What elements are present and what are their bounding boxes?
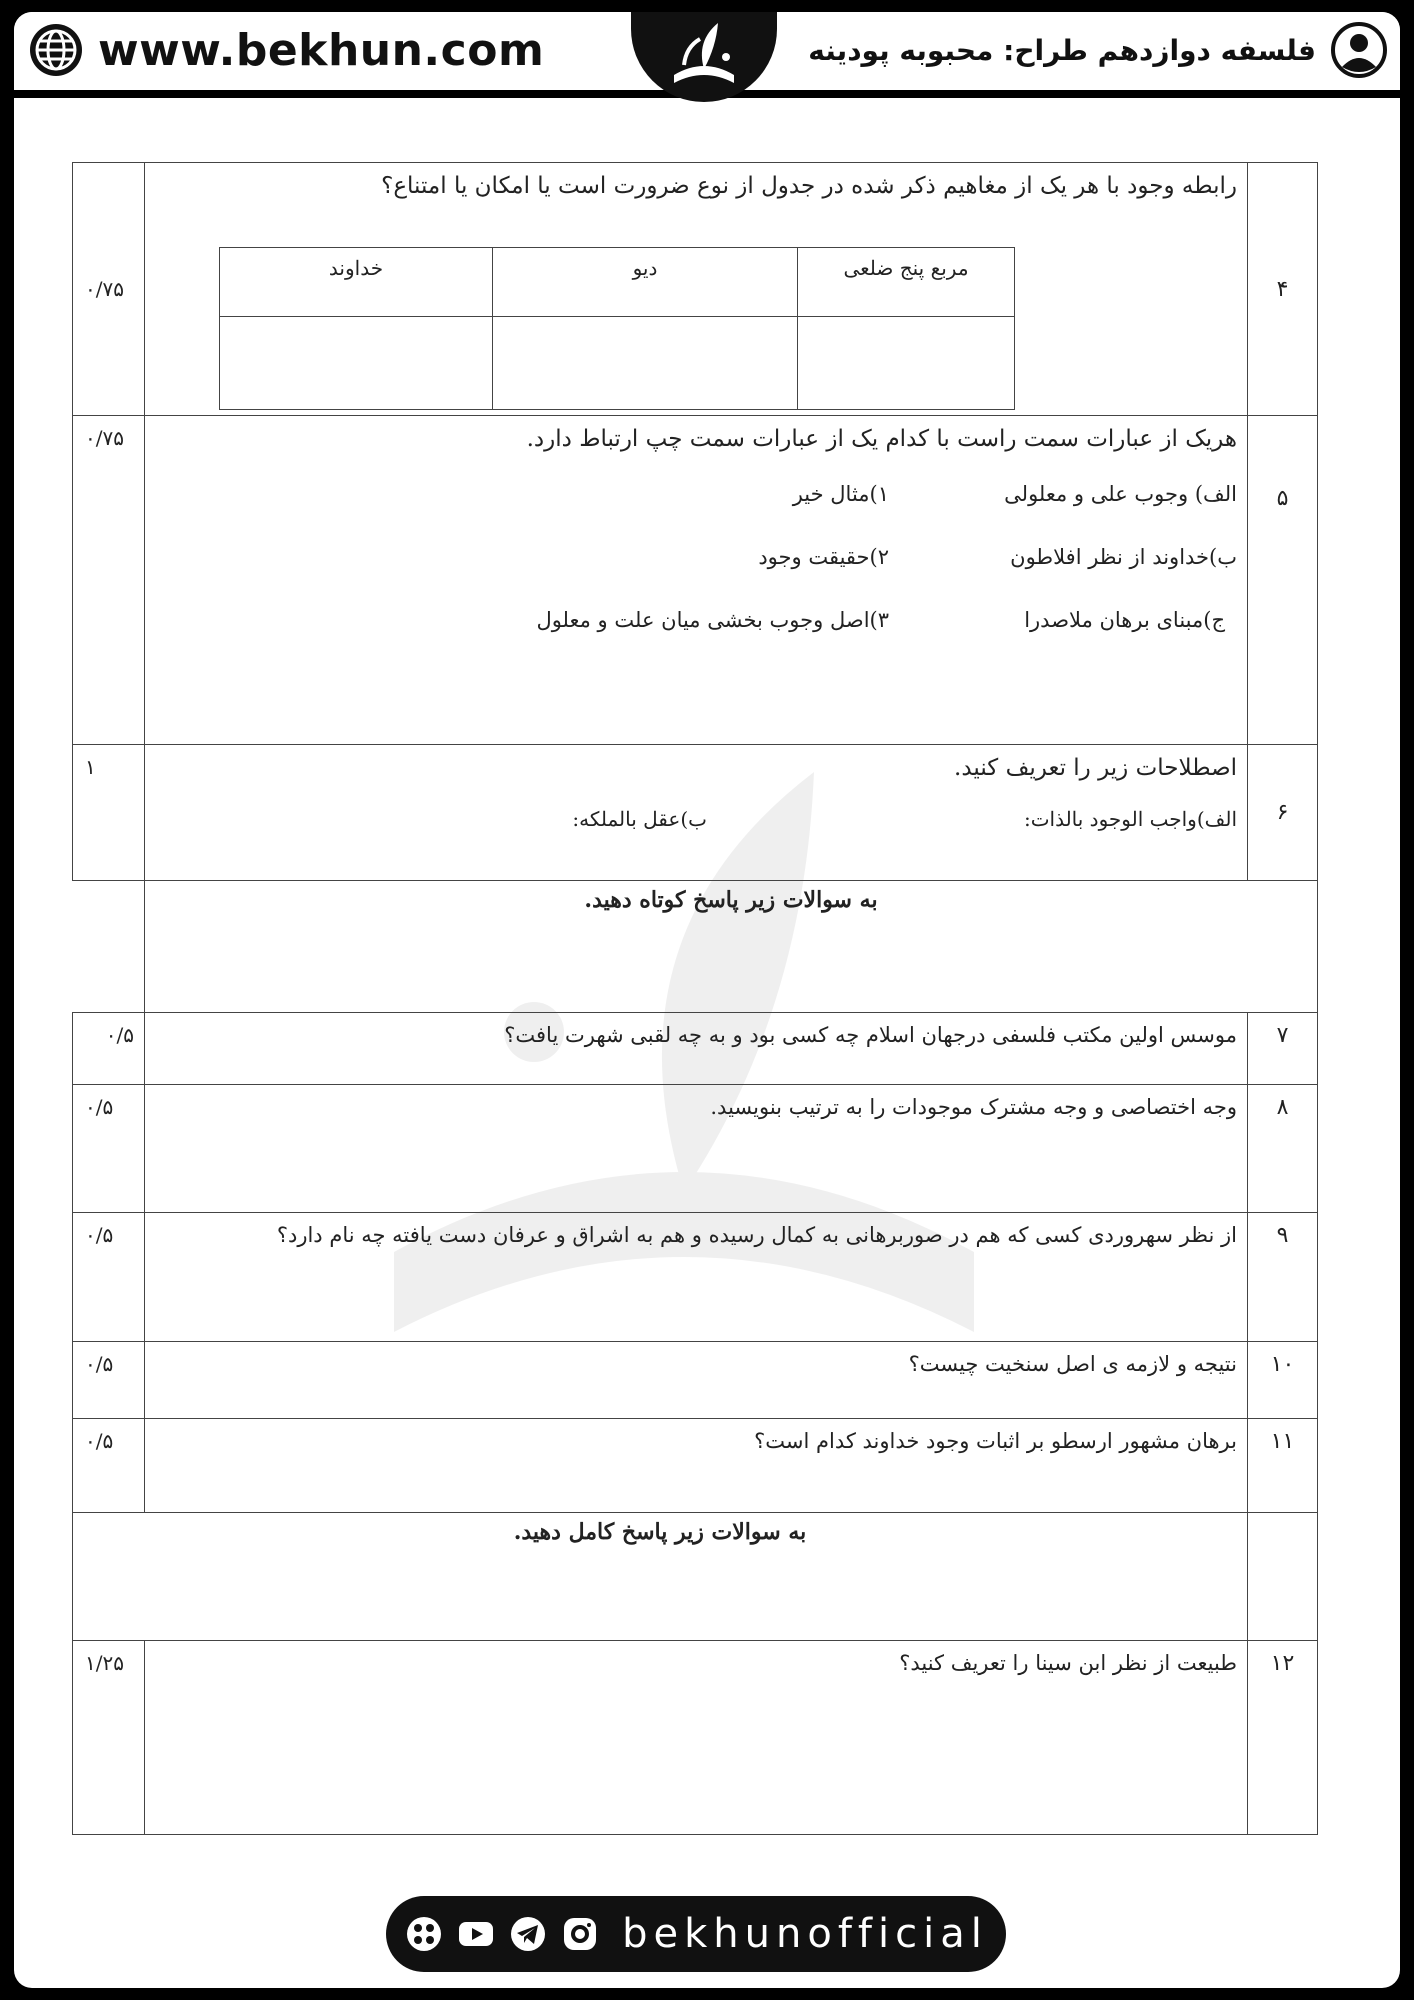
question-score: ۰/۵ (73, 1419, 145, 1513)
question-score: ۰/۵ (73, 1213, 145, 1342)
question-number: ۴ (1248, 163, 1318, 416)
instagram-icon[interactable] (560, 1914, 600, 1954)
website-link[interactable] (28, 20, 544, 80)
term-b: ب)عقل بالملکه: (572, 807, 707, 831)
question-score: ۰/۵ (73, 1085, 145, 1213)
question-text: هریک از عبارات سمت راست با کدام یک از عبارات سمت چپ ارتباط دارد. (526, 426, 1237, 452)
question-text: اصطلاحات زیر را تعریف کنید. (954, 755, 1237, 781)
match-left-item: ۲)حقیقت وجود (758, 545, 889, 569)
question-row (73, 1085, 1318, 1213)
question-score: ۱/۲۵ (73, 1641, 145, 1835)
answer-cell[interactable] (798, 317, 1015, 410)
question-row (73, 416, 1318, 745)
page-header (14, 12, 1400, 98)
concept-header: دیو (493, 248, 798, 317)
youtube-icon[interactable] (456, 1914, 496, 1954)
question-row (73, 1342, 1318, 1419)
question-cell (145, 1641, 1248, 1835)
question-cell (145, 1213, 1248, 1342)
book-feather-logo-icon (656, 17, 752, 93)
answer-cell[interactable] (220, 317, 493, 410)
question-number: ۱۱ (1248, 1419, 1318, 1513)
question-text: طبیعت از نظر ابن سینا را تعریف کنید؟ (899, 1651, 1237, 1675)
user-avatar-icon (1330, 21, 1388, 79)
matching-list (145, 452, 1247, 692)
question-number: ۵ (1248, 416, 1318, 745)
exam-title: فلسفه دوازدهم طراح: محبوبه پودینه (808, 33, 1316, 67)
question-row (73, 1419, 1318, 1513)
section-heading: به سوالات زیر پاسخ کوتاه دهید. (584, 887, 878, 913)
concept-header: مربع پنج ضلعی (798, 248, 1015, 317)
question-number: ۶ (1248, 745, 1318, 881)
question-cell (145, 1342, 1248, 1419)
question-text: از نظر سهروردی کسی که هم در صوربرهانی به کمال رسیده و هم به اشراق و عرفان دست یافته چه نام دارد؟ (276, 1223, 1237, 1247)
question-row (73, 1013, 1318, 1085)
exam-page (14, 12, 1400, 1988)
question-text: رابطه وجود با هر یک از مغاهیم ذکر شده در جدول از نوع ضرورت است یا امکان یا امتناع؟ (381, 173, 1237, 199)
exam-title-block (808, 20, 1388, 80)
question-score: ۱ (73, 745, 145, 881)
question-text: وجه اختصاصی و وجه مشترک موجودات را به ترتیب بنویسید. (710, 1095, 1237, 1119)
question-cell (145, 745, 1248, 881)
website-url[interactable]: www.bekhun.com (98, 24, 545, 76)
question-score: ۰/۵ (73, 1013, 145, 1085)
term-a: الف)واجب الوجود بالذات: (1023, 807, 1237, 831)
exam-table (72, 162, 1318, 1835)
telegram-icon[interactable] (508, 1914, 548, 1954)
question-cell (145, 163, 1248, 416)
question-cell (145, 416, 1248, 745)
question-number: ۱۲ (1248, 1641, 1318, 1835)
globe-icon (28, 22, 84, 78)
question-cell (145, 1013, 1248, 1085)
question-number: ۸ (1248, 1085, 1318, 1213)
match-left-item: ۳)اصل وجوب بخشی میان علت و معلول (536, 608, 889, 632)
match-left-item: ۱)مثال خیر (792, 482, 889, 506)
question-row (73, 163, 1318, 416)
aparat-icon[interactable] (404, 1914, 444, 1954)
answer-cell[interactable] (493, 317, 798, 410)
question-text: نتیجه و لازمه ی اصل سنخیت چیست؟ (908, 1352, 1237, 1376)
question-score: ۰/۷۵ (73, 163, 145, 416)
question-score: ۰/۷۵ (73, 416, 145, 745)
question-number: ۹ (1248, 1213, 1318, 1342)
brand-logo (631, 12, 777, 102)
question-cell (145, 1419, 1248, 1513)
section-heading-cell (145, 881, 1318, 1013)
question-row (73, 1641, 1318, 1835)
question-text: برهان مشهور ارسطو بر اثبات وجود خداوند کدام است؟ (754, 1429, 1237, 1453)
question-score: ۰/۵ (73, 1342, 145, 1419)
social-handle[interactable]: bekhunofficial (622, 1911, 988, 1957)
question-row (73, 1213, 1318, 1342)
question-number: ۷ (1248, 1013, 1318, 1085)
section-heading-cell (73, 1513, 1248, 1641)
section-row (73, 1513, 1318, 1641)
social-footer (386, 1896, 1006, 1972)
section-heading: به سوالات زیر پاسخ کامل دهید. (513, 1519, 807, 1545)
match-right-item: ج)مبنای برهان ملاصدرا (1024, 608, 1225, 632)
question-text: موسس اولین مکتب فلسفی درجهان اسلام چه کسی بود و به چه لقبی شهرت یافت؟ (504, 1023, 1237, 1047)
concept-header: خداوند (220, 248, 493, 317)
match-right-item: الف) وجوب علی و معلولی (1004, 482, 1237, 506)
question-number: ۱۰ (1248, 1342, 1318, 1419)
question-cell (145, 1085, 1248, 1213)
match-right-item: ب)خداوند از نظر افلاطون (1010, 545, 1237, 569)
question-row (73, 745, 1318, 881)
concept-table (219, 247, 1015, 410)
section-row (73, 881, 1318, 1013)
